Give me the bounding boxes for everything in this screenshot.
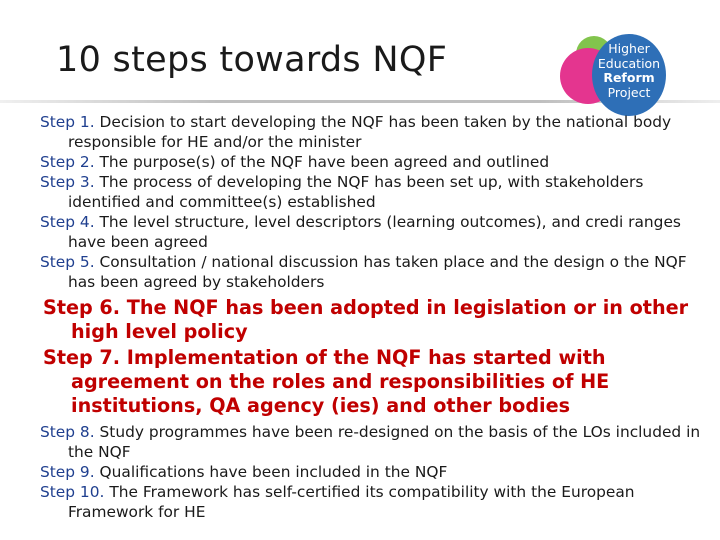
logo-word-higher: Higher [608, 41, 650, 56]
step-label: Step 5. [40, 253, 95, 271]
logo-word-reform: Reform [603, 70, 655, 85]
step-label: Step 7. [43, 346, 121, 369]
logo-word-project: Project [607, 84, 651, 100]
step-label: Step 3. [40, 173, 95, 191]
step-label: Step 6. [43, 296, 121, 319]
step-7 [43, 346, 710, 418]
step-4 [40, 212, 710, 252]
step-label: Step 10. [40, 483, 105, 501]
step-label: Step 4. [40, 213, 95, 231]
logo-text [592, 42, 666, 100]
step-1 [40, 112, 710, 152]
step-10 [40, 482, 710, 522]
higher-education-reform-project-logo [556, 32, 666, 116]
logo-word-education: Education [597, 55, 661, 71]
step-5 [40, 252, 710, 292]
step-text: The level structure, level descriptors (learning outcomes), and credi ranges have been agreed [68, 213, 681, 251]
step-text: Study programmes have been re-designed on the basis of the LOs included in the NQF [68, 423, 701, 461]
steps-list [40, 112, 710, 522]
step-3 [40, 172, 710, 212]
step-text: Decision to start developing the NQF has been taken by the national body responsible for HE and/or the minister [68, 113, 672, 151]
step-text: Implementation of the NQF has started with agreement on the roles and responsibilities of HE institutions, QA agency (ies) and other bodies [71, 346, 610, 417]
step-text: Qualifications have been included in the NQF [94, 463, 448, 481]
step-9 [40, 462, 710, 482]
step-6 [43, 296, 710, 344]
step-8 [40, 422, 710, 462]
step-label: Step 8. [40, 423, 95, 441]
step-label: Step 9. [40, 463, 95, 481]
step-text: The NQF has been adopted in legislation or in other high level policy [71, 296, 689, 343]
step-text: The process of developing the NQF has been set up, with stakeholders identified and committee(s) established [68, 173, 644, 211]
page-title: 10 steps towards NQF [56, 40, 448, 80]
step-text: Consultation / national discussion has taken place and the design o the NQF has been agreed by stakeholders [68, 253, 687, 291]
step-label: Step 1. [40, 113, 95, 131]
step-2 [40, 152, 710, 172]
step-label: Step 2. [40, 153, 95, 171]
step-text: The Framework has self-certified its compatibility with the European Framework for HE [68, 483, 635, 521]
step-text: The purpose(s) of the NQF have been agreed and outlined [94, 153, 550, 171]
